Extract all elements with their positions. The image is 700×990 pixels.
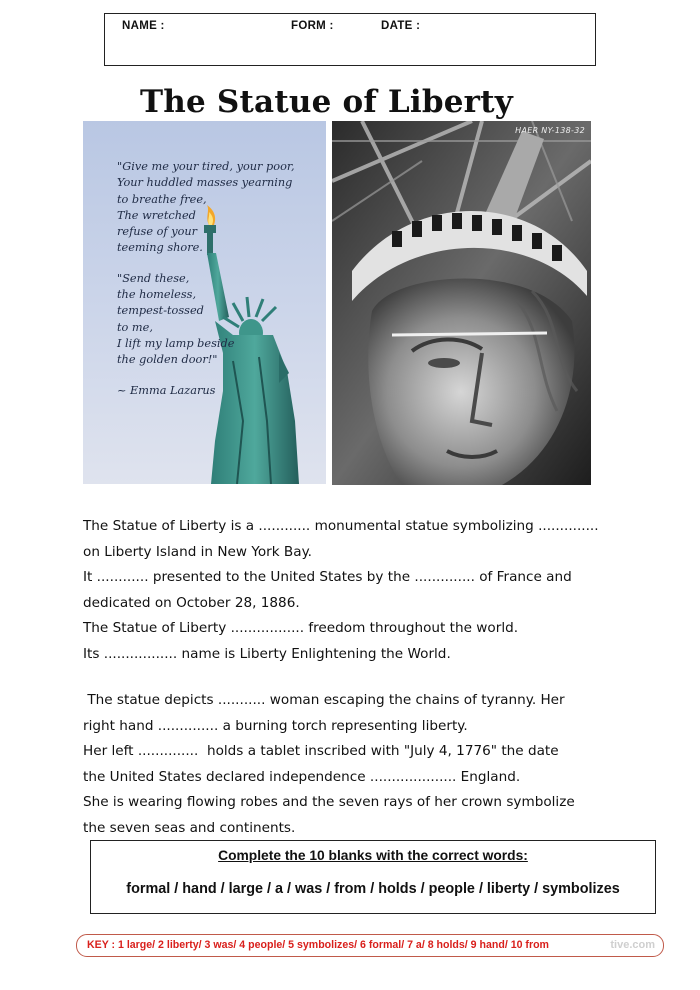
poem-line: to breathe free,: [117, 192, 207, 206]
poem-line: refuse of your: [117, 225, 198, 239]
text-line: The Statue of Liberty ................. freedom throughout the world.: [83, 620, 519, 636]
poem-line: Your huddled masses yearning: [117, 176, 293, 190]
paragraph-1: [83, 514, 643, 667]
form-label: FORM :: [291, 20, 334, 32]
date-label: DATE :: [381, 20, 421, 32]
answer-key-box: [76, 934, 664, 957]
photo-plate-label: HAER NY-138-32: [515, 126, 585, 135]
text-line: the United States declared independence .................... England.: [83, 768, 521, 785]
word-bank-words: formal / hand / large / a / was / from / holds / people / liberty / symbolizes: [126, 881, 620, 897]
text-line: The statue depicts ........... woman escaping the chains of tyranny. Her: [83, 692, 565, 708]
word-bank-box: [90, 840, 656, 914]
text-line: Its ................. name is Liberty Enlightening the World.: [83, 645, 451, 662]
site-watermark: tive.com: [610, 939, 655, 951]
poem-line: the golden door!": [117, 353, 218, 367]
text-line: She is wearing flowing robes and the seven rays of her crown symbolize: [83, 794, 575, 810]
text-line: The Statue of Liberty is a ............ monumental statue symbolizing ..............: [83, 518, 599, 534]
student-info-box: [104, 13, 596, 66]
word-bank-instruction: Complete the 10 blanks with the correct words:: [218, 848, 528, 863]
text-line: It ............ presented to the United States by the .............. of France and: [83, 569, 572, 585]
poem-line: tempest-tossed: [117, 304, 204, 318]
statue-head-image: [332, 121, 591, 485]
poem-line: I lift my lamp beside: [117, 336, 235, 350]
poem-line: "Give me your tired, your poor,: [117, 160, 295, 173]
poem-author: ~ Emma Lazarus: [117, 383, 216, 397]
text-line: right hand .............. a burning torch representing liberty.: [83, 717, 468, 734]
statue-head-photo: [332, 121, 591, 485]
text-line: dedicated on October 28, 1886.: [83, 594, 300, 611]
poem-line: The wretched: [117, 208, 196, 222]
poem-line: teeming shore.: [117, 241, 203, 255]
paragraph-2: [83, 688, 643, 841]
statue-poem-photo: [83, 121, 326, 484]
page-title: The Statue of Liberty: [140, 84, 513, 120]
text-line: the seven seas and continents.: [83, 819, 296, 836]
text-line: Her left .............. holds a tablet inscribed with "July 4, 1776" the date: [83, 743, 559, 759]
poem-text: [117, 159, 307, 399]
answer-key-text: KEY : 1 large/ 2 liberty/ 3 was/ 4 people/ 5 symbolizes/ 6 formal/ 7 a/ 8 holds/ 9 hand/ 10 from: [87, 939, 549, 951]
poem-line: "Send these,: [117, 271, 190, 285]
poem-line: to me,: [117, 320, 153, 334]
name-label: NAME :: [122, 20, 165, 32]
poem-line: the homeless,: [117, 288, 197, 302]
text-line: on Liberty Island in New York Bay.: [83, 543, 313, 560]
